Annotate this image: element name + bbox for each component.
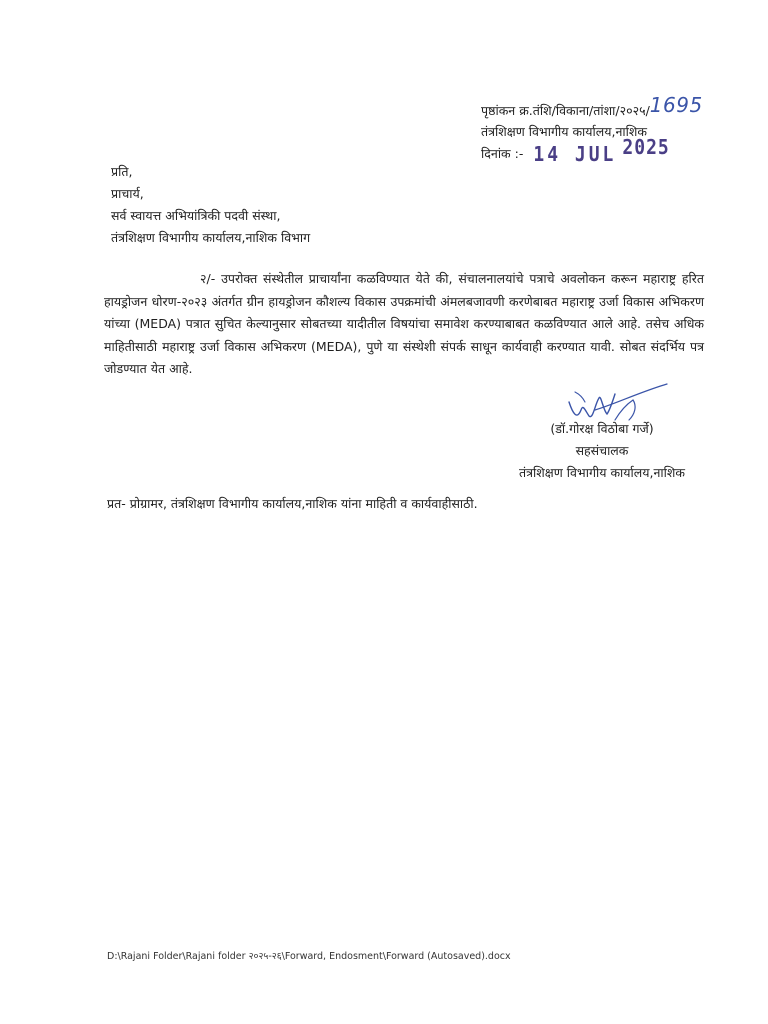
addressee-block	[111, 161, 310, 249]
date-stamp-year: 2025	[622, 135, 670, 160]
signatory-block	[482, 418, 722, 484]
reference-number-line	[481, 93, 761, 121]
date-label: दिनांक :-	[481, 146, 524, 161]
signatory-office: तंत्रशिक्षण विभागीय कार्यालय,नाशिक	[519, 465, 685, 480]
footer-file-path: D:\Rajani Folder\Rajani folder २०२५-२६\Forward, Endosment\Forward (Autosaved).docx	[107, 951, 511, 962]
body-paragraph-text: २/- उपरोक्त संस्थेतील प्राचार्यांना कळविण्यात येते की, संचालनालयांचे पत्राचे अवलोकन करून महाराष्ट्र हरित हायड्रोजन धोरण-२०२३ अंतर्गत ग्रीन हायड्रोजन कौशल्य विकास उपक्रमांची अंमलबजावणी करणेबाबत महाराष्ट्र उर्जा विकास अभिकरण यांच्या (MEDA) पत्रात सुचित केल्यानुसार सोबतच्या यादीतील विषयांचा समावेश करण्याबाबत कळविण्यात आले आहे. तसेच अधिक माहितीसाठी महाराष्ट्र उर्जा विकास अभिकरण (MEDA), पुणे या संस्थेशी संपर्क साधून कार्यवाही करण्यात यावी. सोबत संदर्भिय पत्र जोडण्यात येत आहे.	[104, 271, 704, 376]
addressee-principal: प्राचार्य,	[111, 186, 144, 201]
addressee-to: प्रति,	[111, 164, 133, 179]
date-stamp	[533, 135, 670, 167]
date-stamp-day-month: 14 JUL	[533, 142, 617, 167]
signatory-designation: सहसंचालक	[575, 443, 629, 458]
signatory-name: (डॉ.गोरक्ष विठोबा गर्जे)	[550, 421, 654, 436]
issuing-office: तंत्रशिक्षण विभागीय कार्यालय,नाशिक	[481, 124, 647, 139]
addressee-region: तंत्रशिक्षण विभागीय कार्यालय,नाशिक विभाग	[111, 230, 311, 245]
handwritten-reference-number: 1695	[649, 93, 703, 117]
addressee-institutes: सर्व स्वायत्त अभियांत्रिकी पदवी संस्था,	[111, 208, 281, 223]
reference-block	[481, 93, 761, 167]
reference-prefix: पृष्ठांकन क्र.तंशि/विकाना/तांशा/२०२५/	[481, 103, 650, 118]
date-line	[481, 135, 761, 167]
copy-to-line: प्रत- प्रोग्रामर, तंत्रशिक्षण विभागीय कार्यालय,नाशिक यांना माहिती व कार्यवाहीसाठी.	[107, 496, 478, 511]
body-paragraph	[104, 268, 704, 381]
